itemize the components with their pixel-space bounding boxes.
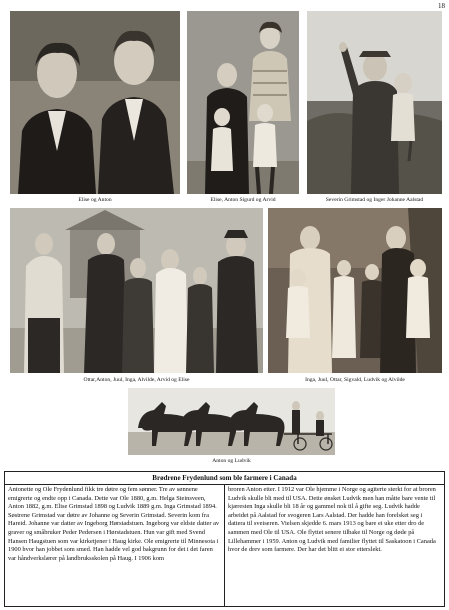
caption-group-indoor: Inga, Juul, Ottar, Sigvald, Ludvik og Alvilde (305, 377, 405, 383)
article-column-left: Antonette og Ole Frydenlund fikk tre døtre og fem sønner. Tre av sønnene emigrerte og endte opp i Canada. Dette var Ole 1880, g.m. Helga Steinsveen, Anton 1882, g.m. Elise Grimstad 1898 og Ludvik 1889 g.m. Inga Grimstad 1894. Søstrene Grimstad var døtre av Johanne og Severin Grimstad. Severin kom fra Hareid. Johanne var datter av Ingeborg Hørstadstuen. Ingeborg var eldste datter av graver og småbruker Peder Pedersen i Hørstadstuen. Hun var gift med Svend Hansen Haugstuen som var kirketjener i Haug kirke. Ole emigrerte til Minnesota i 1900 hvor han jobbet som smed. Han hadde vel god bakgrunn for det i det faren var håndverkslærer på landbruksskolen på Haug. I 1906 kom (8, 486, 220, 562)
caption-severin-inger: Severin Grimstad og Inger Johanne Aalstad (325, 197, 424, 203)
caption-elise-anton-sigurd-arvid: Elise, Anton Sigurd og Arvid (210, 197, 276, 203)
caption-anton-ludvik: Anton og Ludvik (212, 458, 251, 464)
article-title: Brødrene Frydenlund som ble farmere i Canada (5, 472, 444, 485)
article-box (4, 471, 445, 607)
caption-group-outdoor: Ottar,Anton, Juul, Inga, Alvilde, Arvid og Elise (83, 377, 190, 383)
article-column-right: broren Anton etter. I 1912 var Ole hjemme i Norge og agiterte sterkt for at broren Ludvik skulle bli med til USA. Dette ønsket Ludvik men han måtte bare vente til kjæresten Inga skulle bli 18 år og gammel nok til å gifte seg. Ludvik hadde arbeidet på Aalstad for svogeren Lars Aalstad. Der hadde han forelsket seg i dattera til sveiseren. Vielsen skjedde 6. mars 1913 og bare ei uke etter dro de sammen med Ole til USA. Ole flyttet senere tilbake til Norge og døde på Lillehammer i 1959. Anton og Ludvik med familier flyttet til Saskatoon i Canada hvor de drev som farmere. Der har det blitt ei stor etterslekt. (224, 485, 444, 607)
photo-severin-inger (307, 11, 442, 194)
caption-elise-anton: Elise og Anton (78, 197, 112, 203)
photo-elise-anton-sigurd-arvid (187, 11, 299, 194)
photo-anton-ludvik (128, 388, 335, 455)
photo-group-outdoor (10, 208, 263, 373)
photo-elise-anton (10, 11, 180, 194)
photo-group-indoor (268, 208, 442, 373)
page-number: 18 (438, 2, 445, 10)
article-columns (5, 485, 444, 607)
